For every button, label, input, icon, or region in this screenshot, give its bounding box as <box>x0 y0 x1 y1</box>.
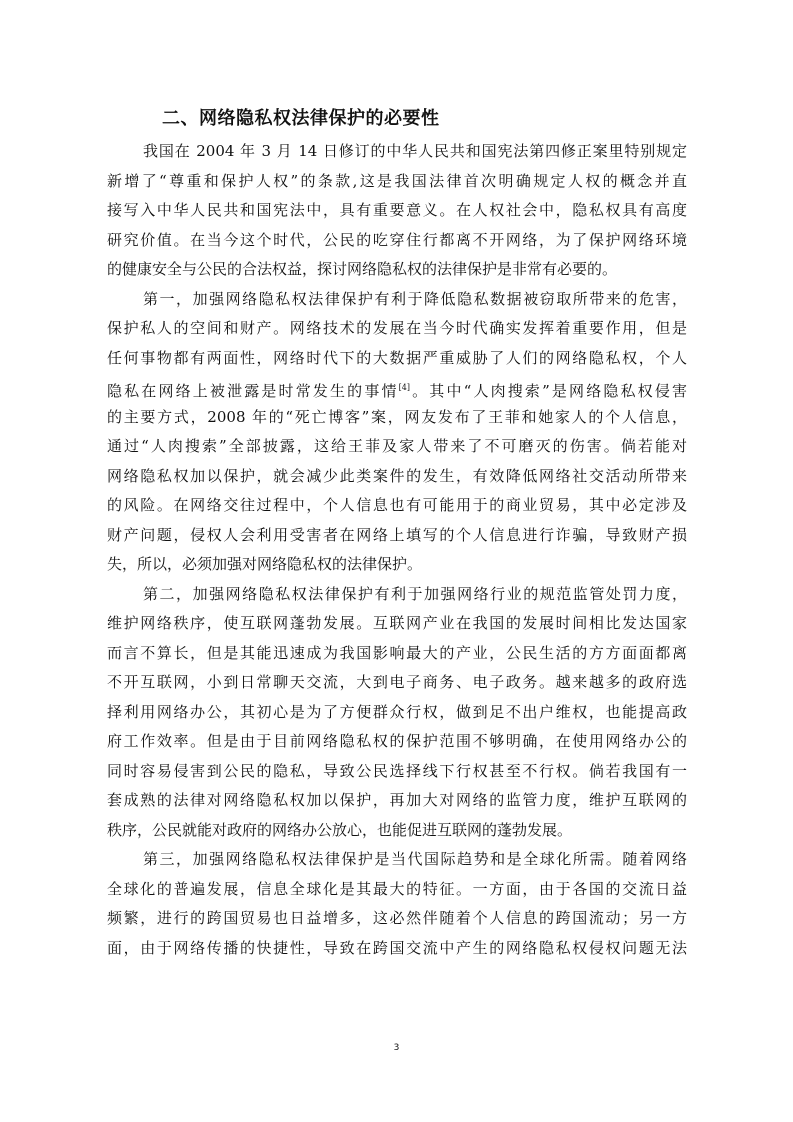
text-line: 面，由于网络传播的快捷性，导致在跨国交流中产生的网络隐私权侵权问题无法 <box>107 938 687 957</box>
text-line: 全球化的普遍发展，信息全球化是其最大的特征。一方面，由于各国的交流日益 <box>107 879 687 898</box>
page-number: 3 <box>393 1043 400 1053</box>
text-segment: 隐私在网络上被泄露是时常发生的事情 <box>107 382 399 400</box>
text-line: 我国在 2004 年 3 月 14 日修订的中华人民共和国宪法第四修正案里特别规定 <box>143 142 687 160</box>
text-line: 财产问题，侵权人会利用受害者在网络上填写的个人信息进行诈骗，导致财产损 <box>107 525 687 544</box>
text-line: 维护网络秩序，使互联网蓬勃发展。互联网产业在我国的发展时间相比发达国家 <box>107 614 687 632</box>
text-line: 网络隐私权加以保护，就会减少此类案件的发生，有效降低网络社交活动所带来 <box>107 466 687 485</box>
paragraph-2 <box>107 285 687 580</box>
text-line: 研究价值。在当今这个时代，公民的吃穿住行都离不开网络，为了保护网络环境 <box>107 230 687 249</box>
text-line: 保护私人的空间和财产。网络技术的发展在当今时代确实发挥着重要作用，但是 <box>107 319 687 337</box>
text-line: 任何事物都有两面性，网络时代下的大数据严重威胁了人们的网络隐私权，个人 <box>107 348 687 367</box>
text-line: 同时容易侵害到公民的隐私，导致公民选择线下行权甚至不行权。倘若我国有一 <box>107 761 687 780</box>
text-line: 秩序，公民就能对政府的网络办公放心，也能促进互联网的蓬勃发展。 <box>107 820 573 839</box>
text-line: 的风险。在网络交往过程中，个人信息也有可能用于的商业贸易，其中必定涉及 <box>107 496 687 514</box>
text-segment: 。其中“人肉搜索”是网络隐私权侵害 <box>410 382 687 400</box>
text-line: 接写入中华人民共和国宪法中，具有重要意义。在人权社会中，隐私权具有高度 <box>107 201 687 219</box>
text-line-with-citation <box>107 373 687 403</box>
text-line: 套成熟的法律对网络隐私权加以保护，再加大对网络的监管力度，维护互联网的 <box>107 791 687 809</box>
text-line: 而言不算长，但是其能迅速成为我国影响最大的产业，公民生活的方方面面都离 <box>107 643 687 662</box>
text-line: 频繁，进行的跨国贸易也日益增多，这必然伴随着个人信息的跨国流动；另一方 <box>107 909 687 927</box>
section-heading: 二、网络隐私权法律保护的必要性 <box>162 108 440 129</box>
paragraph-4 <box>107 845 687 963</box>
text-line: 第一，加强网络隐私权法律保护有利于降低隐私数据被窃取所带来的危害， <box>143 289 687 308</box>
body-text <box>107 137 687 963</box>
citation-mark: [4] <box>398 383 410 392</box>
text-line: 府工作效率。但是由于目前网络隐私权的保护范围不够明确，在使用网络办公的 <box>107 732 687 750</box>
text-line: 第二，加强网络隐私权法律保护有利于加强网络行业的规范监管处罚力度， <box>143 584 687 603</box>
paragraph-3 <box>107 580 687 846</box>
paragraph-1 <box>107 137 687 285</box>
text-line: 新增了“尊重和保护人权”的条款,这是我国法律首次明确规定人权的概念并直 <box>107 171 687 190</box>
text-line: 通过“人肉搜索”全部披露，这给王菲及家人带来了不可磨灭的伤害。倘若能对 <box>107 437 687 455</box>
text-line: 不开互联网，小到日常聊天交流，大到电子商务、电子政务。越来越多的政府选 <box>107 673 687 691</box>
text-line: 的健康安全与公民的合法权益，探讨网络隐私权的法律保护是非常有必要的。 <box>107 260 618 278</box>
text-line: 择利用网络办公，其初心是为了方便群众行权，做到足不出户维权，也能提高政 <box>107 702 687 721</box>
text-line: 的主要方式，2008 年的“死亡博客”案，网友发布了王菲和她家人的个人信息， <box>107 407 687 426</box>
text-line: 失，所以，必须加强对网络隐私权的法律保护。 <box>107 555 423 573</box>
text-line: 第三，加强网络隐私权法律保护是当代国际趋势和是全球化所需。随着网络 <box>143 850 687 868</box>
